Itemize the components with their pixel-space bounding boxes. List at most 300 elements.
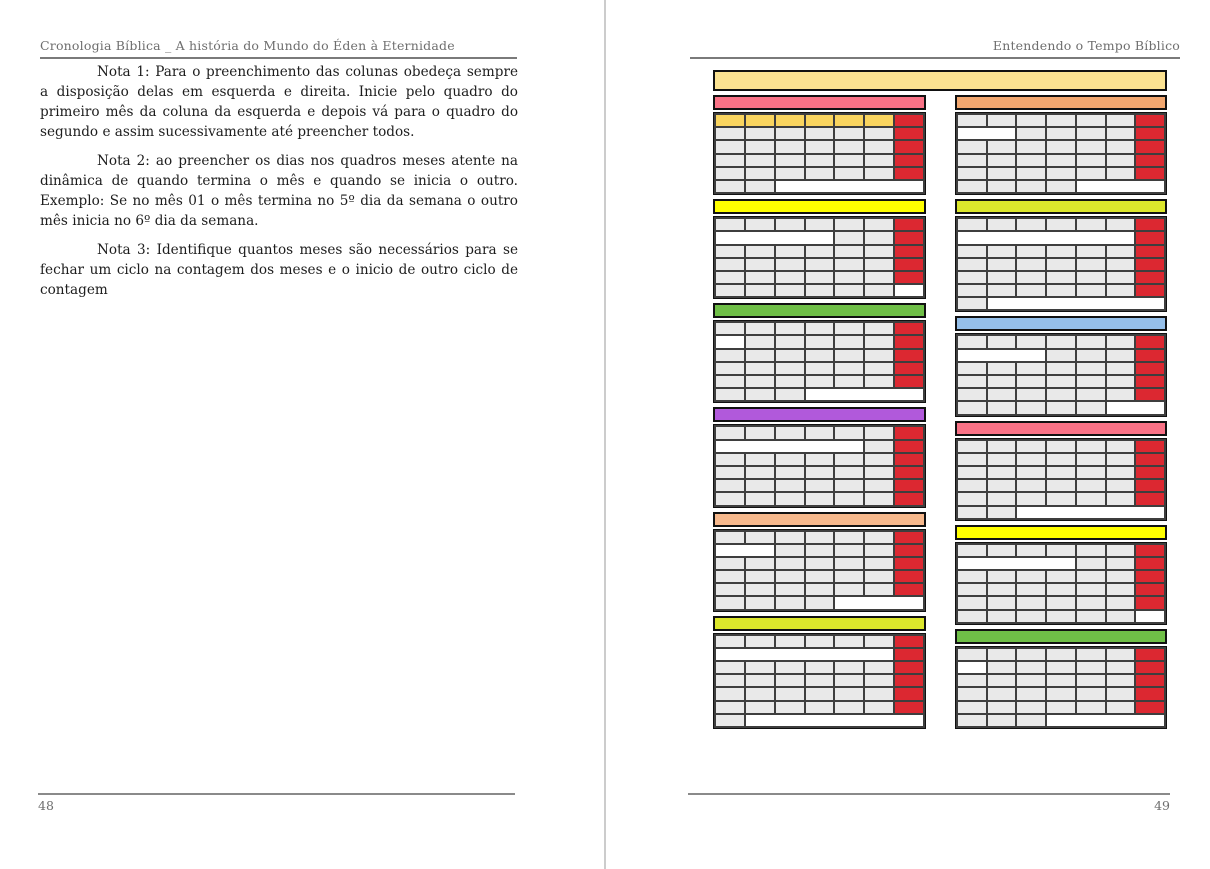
- empty-cell: [746, 715, 923, 726]
- day-cell: [716, 584, 744, 595]
- day-cell: [1017, 155, 1045, 166]
- day-cell: [806, 532, 834, 543]
- day-cell: [1077, 545, 1105, 556]
- day-cell: [1107, 675, 1135, 686]
- day-cell: [1107, 350, 1135, 361]
- day-cell: [988, 336, 1016, 347]
- sabbath-cell: [1136, 219, 1164, 230]
- sabbath-cell: [895, 480, 923, 491]
- day-cell: [1077, 115, 1105, 126]
- empty-cell: [895, 285, 923, 296]
- day-cell: [835, 545, 863, 556]
- day-cell: [776, 662, 804, 673]
- right-page-number: 49: [1154, 798, 1170, 813]
- day-cell: [958, 272, 986, 283]
- day-cell: [865, 336, 893, 347]
- sabbath-cell: [895, 427, 923, 438]
- day-cell: [1107, 285, 1135, 296]
- day-cell: [988, 715, 1016, 726]
- day-cell: [1047, 115, 1075, 126]
- month-header-bar: [713, 407, 926, 422]
- day-cell: [1107, 558, 1135, 569]
- day-cell: [1077, 272, 1105, 283]
- day-cell: [776, 454, 804, 465]
- day-cell: [806, 480, 834, 491]
- day-cell: [1077, 584, 1105, 595]
- day-cell: [835, 350, 863, 361]
- day-cell: [865, 272, 893, 283]
- month-block: [955, 421, 1167, 521]
- calendar-column: [955, 95, 1167, 733]
- day-cell: [1107, 467, 1135, 478]
- empty-cell: [958, 232, 1134, 243]
- sabbath-cell: [895, 493, 923, 504]
- day-cell: [865, 155, 893, 166]
- day-cell: [835, 454, 863, 465]
- day-cell: [1047, 141, 1075, 152]
- day-cell: [716, 141, 744, 152]
- day-cell: [746, 702, 774, 713]
- day-cell: [988, 454, 1016, 465]
- day-cell: [806, 702, 834, 713]
- sabbath-cell: [1136, 702, 1164, 713]
- day-cell: [806, 376, 834, 387]
- day-cell: [958, 376, 986, 387]
- day-cell: [746, 597, 774, 608]
- day-cell: [716, 493, 744, 504]
- day-cell: [1047, 467, 1075, 478]
- day-cell: [1107, 272, 1135, 283]
- day-cell: [1047, 168, 1075, 179]
- day-cell: [988, 363, 1016, 374]
- day-cell: [716, 376, 744, 387]
- day-cell: [865, 350, 893, 361]
- day-cell: [958, 155, 986, 166]
- month-block: [713, 407, 926, 507]
- day-cell: [1017, 128, 1045, 139]
- day-cell: [1047, 702, 1075, 713]
- calendar-column: [713, 95, 926, 733]
- sabbath-cell: [895, 259, 923, 270]
- day-cell: [716, 427, 744, 438]
- day-cell: [1047, 662, 1075, 673]
- left-header-text: Cronologia Bíblica _ A história do Mundo do Éden à Eternidade: [40, 38, 455, 53]
- day-cell: [776, 688, 804, 699]
- day-cell: [806, 128, 834, 139]
- day-cell: [835, 246, 863, 257]
- day-cell: [746, 141, 774, 152]
- empty-cell: [1047, 715, 1164, 726]
- day-cell: [1047, 597, 1075, 608]
- sabbath-cell: [1136, 467, 1164, 478]
- month-grid: [713, 633, 926, 729]
- day-cell: [1107, 454, 1135, 465]
- day-cell: [776, 363, 804, 374]
- day-cell: [746, 389, 774, 400]
- sabbath-cell: [895, 649, 923, 660]
- day-cell: [958, 363, 986, 374]
- sabbath-cell: [1136, 454, 1164, 465]
- month-block: [955, 316, 1167, 416]
- sabbath-cell: [895, 467, 923, 478]
- day-cell: [958, 115, 986, 126]
- day-cell: [1017, 219, 1045, 230]
- day-cell: [1107, 597, 1135, 608]
- day-cell: [806, 454, 834, 465]
- day-cell: [865, 467, 893, 478]
- day-cell: [776, 571, 804, 582]
- day-cell: [806, 141, 834, 152]
- day-cell: [1077, 441, 1105, 452]
- day-cell: [746, 558, 774, 569]
- day-cell: [776, 376, 804, 387]
- day-cell: [716, 688, 744, 699]
- day-cell: [865, 702, 893, 713]
- month-block: [713, 199, 926, 299]
- sabbath-cell: [895, 675, 923, 686]
- day-cell: [776, 702, 804, 713]
- day-cell: [835, 168, 863, 179]
- day-cell: [958, 389, 986, 400]
- sabbath-cell: [1136, 493, 1164, 504]
- day-cell: [1017, 285, 1045, 296]
- day-cell: [716, 219, 744, 230]
- day-cell: [776, 675, 804, 686]
- sabbath-cell: [895, 376, 923, 387]
- day-cell: [988, 467, 1016, 478]
- month-header-bar: [713, 512, 926, 527]
- empty-cell: [1107, 402, 1164, 413]
- day-cell: [1017, 662, 1045, 673]
- day-cell: [1047, 350, 1075, 361]
- day-cell: [1047, 480, 1075, 491]
- month-block: [713, 303, 926, 403]
- day-cell: [746, 571, 774, 582]
- day-cell: [806, 493, 834, 504]
- day-cell: [1077, 350, 1105, 361]
- day-cell: [1077, 246, 1105, 257]
- day-cell: [865, 675, 893, 686]
- day-cell: [988, 168, 1016, 179]
- day-cell: [746, 480, 774, 491]
- day-cell: [1017, 584, 1045, 595]
- day-cell: [1017, 402, 1045, 413]
- day-cell: [746, 584, 774, 595]
- day-cell: [1107, 389, 1135, 400]
- day-cell: [716, 323, 744, 334]
- first-week-cell: [835, 115, 863, 126]
- day-cell: [716, 480, 744, 491]
- day-cell: [776, 128, 804, 139]
- day-cell: [1017, 688, 1045, 699]
- day-cell: [958, 259, 986, 270]
- sabbath-cell: [1136, 441, 1164, 452]
- empty-cell: [1136, 611, 1164, 622]
- empty-cell: [958, 558, 1075, 569]
- day-cell: [716, 558, 744, 569]
- day-cell: [1017, 168, 1045, 179]
- month-header-bar: [955, 316, 1167, 331]
- day-cell: [835, 558, 863, 569]
- first-week-cell: [716, 115, 744, 126]
- sabbath-cell: [1136, 155, 1164, 166]
- day-cell: [1017, 336, 1045, 347]
- day-cell: [1047, 402, 1075, 413]
- day-cell: [806, 272, 834, 283]
- first-week-cell: [806, 115, 834, 126]
- day-cell: [835, 376, 863, 387]
- day-cell: [1017, 115, 1045, 126]
- left-body-text: [40, 62, 518, 309]
- day-cell: [806, 285, 834, 296]
- day-cell: [746, 323, 774, 334]
- day-cell: [1047, 611, 1075, 622]
- day-cell: [716, 168, 744, 179]
- day-cell: [776, 350, 804, 361]
- day-cell: [716, 155, 744, 166]
- day-cell: [776, 493, 804, 504]
- sabbath-cell: [1136, 232, 1164, 243]
- calendar-top-bar: [713, 70, 1167, 91]
- day-cell: [835, 480, 863, 491]
- day-cell: [1017, 181, 1045, 192]
- day-cell: [776, 636, 804, 647]
- day-cell: [1077, 285, 1105, 296]
- day-cell: [988, 688, 1016, 699]
- month-header-bar: [713, 199, 926, 214]
- day-cell: [988, 441, 1016, 452]
- day-cell: [865, 232, 893, 243]
- day-cell: [958, 219, 986, 230]
- day-cell: [716, 128, 744, 139]
- sabbath-cell: [895, 246, 923, 257]
- month-header-bar: [955, 629, 1167, 644]
- empty-cell: [958, 128, 1015, 139]
- month-block: [955, 525, 1167, 625]
- sabbath-cell: [1136, 168, 1164, 179]
- empty-cell: [716, 232, 833, 243]
- empty-cell: [776, 181, 923, 192]
- empty-cell: [806, 389, 923, 400]
- day-cell: [1077, 402, 1105, 413]
- day-cell: [1047, 336, 1075, 347]
- month-grid: [713, 112, 926, 195]
- day-cell: [1017, 493, 1045, 504]
- day-cell: [776, 168, 804, 179]
- sabbath-cell: [895, 441, 923, 452]
- day-cell: [958, 480, 986, 491]
- month-grid: [955, 438, 1167, 521]
- day-cell: [776, 323, 804, 334]
- day-cell: [776, 285, 804, 296]
- day-cell: [716, 636, 744, 647]
- day-cell: [716, 467, 744, 478]
- day-cell: [1047, 649, 1075, 660]
- left-page-number: 48: [38, 798, 54, 813]
- day-cell: [958, 675, 986, 686]
- day-cell: [746, 181, 774, 192]
- month-grid: [713, 529, 926, 612]
- day-cell: [716, 259, 744, 270]
- day-cell: [988, 141, 1016, 152]
- day-cell: [988, 507, 1016, 518]
- sabbath-cell: [1136, 128, 1164, 139]
- day-cell: [716, 246, 744, 257]
- day-cell: [746, 219, 774, 230]
- sabbath-cell: [895, 350, 923, 361]
- month-header-bar: [713, 303, 926, 318]
- day-cell: [1107, 584, 1135, 595]
- day-cell: [716, 454, 744, 465]
- day-cell: [988, 285, 1016, 296]
- sabbath-cell: [1136, 141, 1164, 152]
- day-cell: [865, 285, 893, 296]
- month-block: [713, 95, 926, 195]
- day-cell: [1107, 336, 1135, 347]
- month-header-bar: [955, 95, 1167, 110]
- day-cell: [1017, 702, 1045, 713]
- day-cell: [1107, 168, 1135, 179]
- day-cell: [835, 259, 863, 270]
- day-cell: [716, 675, 744, 686]
- day-cell: [806, 427, 834, 438]
- day-cell: [958, 168, 986, 179]
- day-cell: [746, 350, 774, 361]
- day-cell: [835, 584, 863, 595]
- day-cell: [835, 493, 863, 504]
- day-cell: [835, 323, 863, 334]
- day-cell: [958, 336, 986, 347]
- month-grid: [955, 216, 1167, 312]
- first-week-cell: [865, 115, 893, 126]
- day-cell: [1017, 246, 1045, 257]
- day-cell: [1047, 441, 1075, 452]
- month-grid: [713, 216, 926, 299]
- day-cell: [716, 715, 744, 726]
- day-cell: [865, 454, 893, 465]
- day-cell: [746, 168, 774, 179]
- day-cell: [1077, 336, 1105, 347]
- day-cell: [746, 246, 774, 257]
- right-header-text: Entendendo o Tempo Bíblico: [992, 38, 1180, 53]
- day-cell: [865, 219, 893, 230]
- day-cell: [835, 688, 863, 699]
- empty-cell: [716, 441, 863, 452]
- day-cell: [746, 493, 774, 504]
- day-cell: [1047, 272, 1075, 283]
- day-cell: [865, 427, 893, 438]
- day-cell: [958, 493, 986, 504]
- sabbath-cell: [895, 323, 923, 334]
- sabbath-cell: [1136, 558, 1164, 569]
- sabbath-cell: [895, 336, 923, 347]
- day-cell: [746, 155, 774, 166]
- day-cell: [1107, 259, 1135, 270]
- month-header-bar: [955, 525, 1167, 540]
- day-cell: [746, 128, 774, 139]
- day-cell: [835, 427, 863, 438]
- day-cell: [1047, 454, 1075, 465]
- empty-cell: [716, 545, 774, 556]
- day-cell: [835, 675, 863, 686]
- day-cell: [806, 323, 834, 334]
- day-cell: [958, 688, 986, 699]
- day-cell: [716, 662, 744, 673]
- day-cell: [1107, 545, 1135, 556]
- day-cell: [806, 155, 834, 166]
- day-cell: [988, 480, 1016, 491]
- day-cell: [776, 597, 804, 608]
- day-cell: [1107, 662, 1135, 673]
- day-cell: [835, 532, 863, 543]
- day-cell: [865, 493, 893, 504]
- day-cell: [835, 285, 863, 296]
- sabbath-cell: [895, 272, 923, 283]
- day-cell: [1017, 272, 1045, 283]
- day-cell: [716, 571, 744, 582]
- day-cell: [958, 246, 986, 257]
- day-cell: [746, 532, 774, 543]
- sabbath-cell: [1136, 662, 1164, 673]
- sabbath-cell: [895, 636, 923, 647]
- sabbath-cell: [895, 232, 923, 243]
- sabbath-cell: [1136, 246, 1164, 257]
- day-cell: [835, 363, 863, 374]
- day-cell: [1017, 376, 1045, 387]
- day-cell: [835, 336, 863, 347]
- day-cell: [835, 702, 863, 713]
- day-cell: [1077, 168, 1105, 179]
- day-cell: [958, 467, 986, 478]
- right-page-footer: [688, 793, 1170, 813]
- day-cell: [1047, 376, 1075, 387]
- day-cell: [1077, 467, 1105, 478]
- paragraph-nota-2: Nota 2: ao preencher os dias nos quadros meses atente na dinâmica de quando termina o mês e quando se inicia o outro. Exemplo: Se no mês 01 o mês termina no 5º dia da semana o outro mês inicia no 6º dia da semana.: [40, 153, 518, 229]
- month-grid: [955, 333, 1167, 416]
- day-cell: [958, 441, 986, 452]
- left-page-footer: [38, 793, 515, 813]
- day-cell: [1017, 389, 1045, 400]
- day-cell: [1047, 363, 1075, 374]
- day-cell: [988, 545, 1016, 556]
- day-cell: [1107, 115, 1135, 126]
- day-cell: [988, 702, 1016, 713]
- day-cell: [806, 168, 834, 179]
- day-cell: [1047, 181, 1075, 192]
- sabbath-cell: [895, 545, 923, 556]
- day-cell: [1077, 389, 1105, 400]
- day-cell: [806, 558, 834, 569]
- sabbath-cell: [1136, 688, 1164, 699]
- day-cell: [1077, 141, 1105, 152]
- sabbath-cell: [1136, 597, 1164, 608]
- empty-cell: [988, 298, 1164, 309]
- day-cell: [1017, 141, 1045, 152]
- day-cell: [1107, 363, 1135, 374]
- day-cell: [865, 662, 893, 673]
- sabbath-cell: [895, 168, 923, 179]
- day-cell: [1077, 128, 1105, 139]
- day-cell: [806, 571, 834, 582]
- sabbath-cell: [895, 363, 923, 374]
- day-cell: [1077, 688, 1105, 699]
- day-cell: [1107, 611, 1135, 622]
- day-cell: [988, 597, 1016, 608]
- day-cell: [806, 675, 834, 686]
- day-cell: [746, 376, 774, 387]
- sabbath-cell: [1136, 272, 1164, 283]
- day-cell: [1107, 128, 1135, 139]
